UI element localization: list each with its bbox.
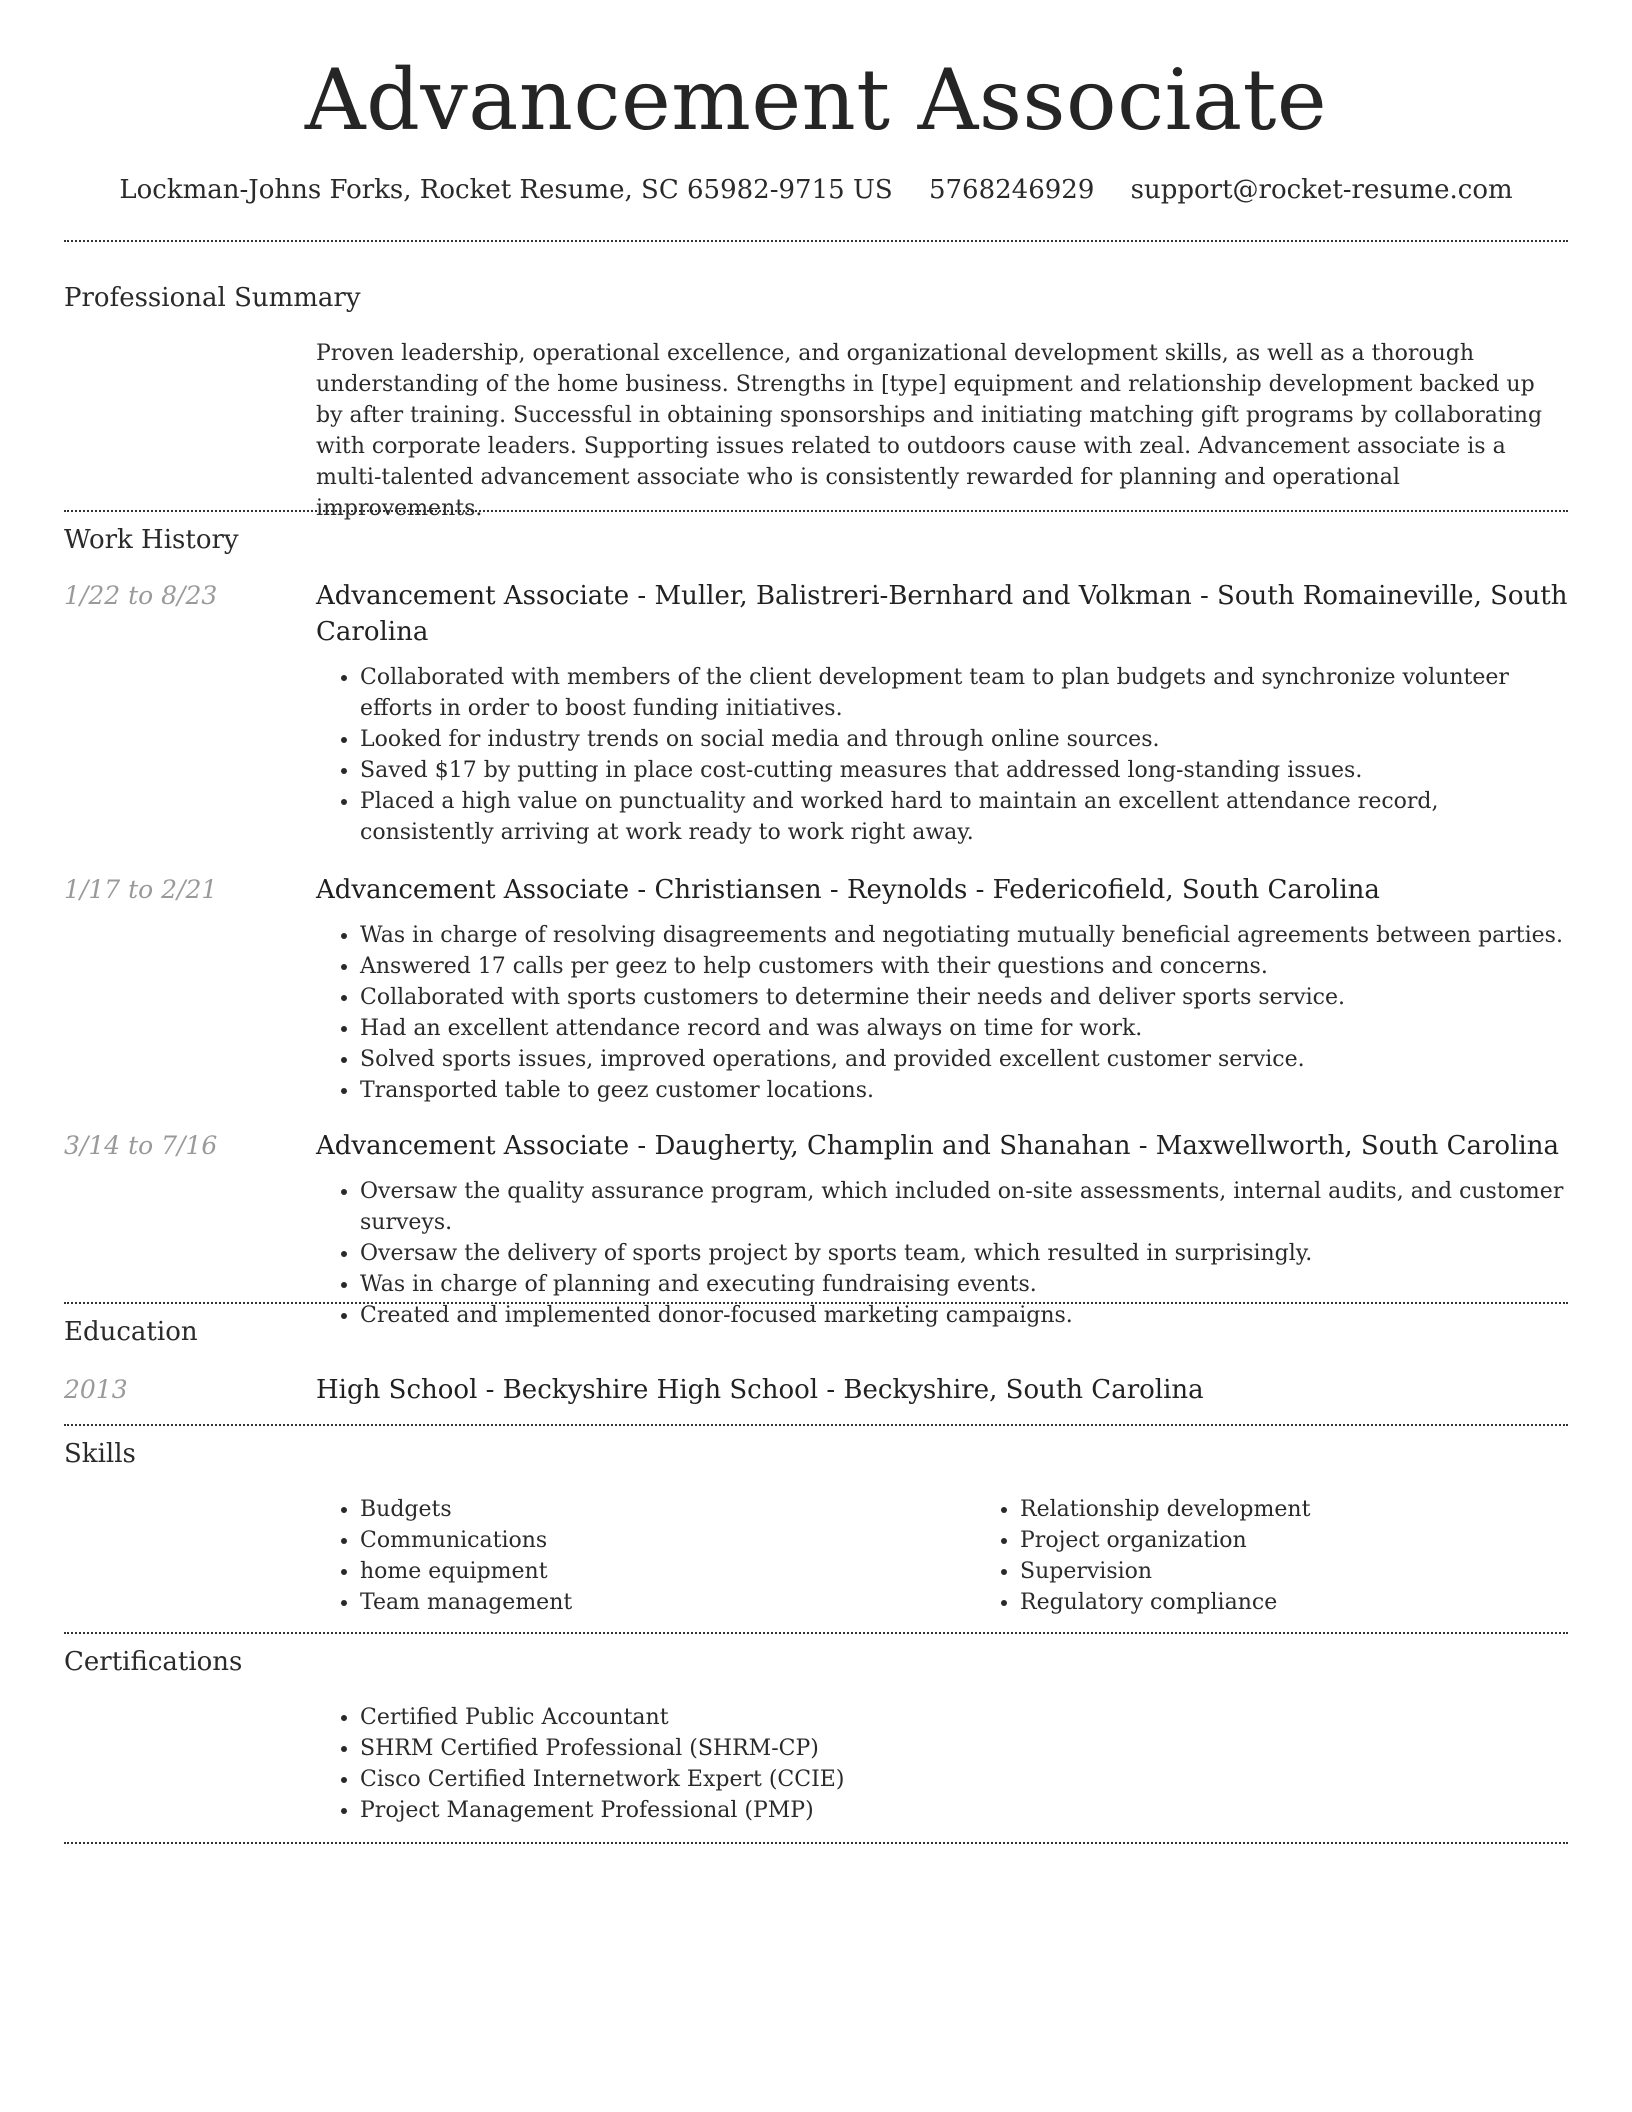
- list-item: • Team management: [360, 1587, 976, 1618]
- job-position: Advancement Associate: [316, 875, 630, 905]
- job-dates: 1/17 to 2/21: [64, 875, 218, 904]
- list-item: • Project organization: [1020, 1525, 1632, 1556]
- list-item: • Communications: [360, 1525, 976, 1556]
- list-item: • Placed a high value on punctuality and worked hard to maintain an excellent attendance record, consistently arriving at work ready to work right away.: [360, 786, 1568, 848]
- list-item: • Transported table to geez customer locations.: [360, 1075, 1568, 1106]
- education-entry: [316, 1372, 1568, 1408]
- summary-text: Proven leadership, operational excellence, and organizational development skills, as well as a thorough understanding of the home business. Strengths in [type] equipment and relationship development backed up by after training. Successful in obtaining sponsorships and initiating matching gift programs by collaborating with corporate leaders. Supporting issues related to outdoors cause with zeal. Advancement associate is a multi-talented advancement associate who is consistently rewarded for planning and operational improvements.: [316, 341, 1543, 521]
- list-item: • Answered 17 calls per geez to help customers with their questions and concerns.: [360, 951, 1568, 982]
- address: Lockman-Johns Forks, Rocket Resume, SC 65982-9715 US: [119, 175, 893, 205]
- list-item: • Oversaw the quality assurance program, which included on-site assessments, internal audits, and customer surveys.: [360, 1176, 1568, 1238]
- summary-section: [64, 280, 1568, 524]
- job-position: Advancement Associate: [316, 581, 630, 611]
- list-item: • Certified Public Accountant: [360, 1702, 1568, 1733]
- candidate-name: Advancement Associate: [304, 51, 1328, 149]
- skills-column-2: [976, 1494, 1632, 1618]
- skills-section: [64, 1436, 1568, 1618]
- divider: [64, 1424, 1568, 1426]
- list-item: • Looked for industry trends on social media and through online sources.: [360, 724, 1568, 755]
- education-degree: High School: [316, 1375, 478, 1405]
- divider: [64, 1842, 1568, 1844]
- list-item: • Created and implemented donor-focused marketing campaigns.: [360, 1300, 1568, 1331]
- contact-line: [0, 170, 1632, 210]
- divider: [64, 240, 1568, 242]
- list-item: • Project Management Professional (PMP): [360, 1795, 1568, 1826]
- job-employer: - Christiansen - Reynolds - Federicofield, South Carolina: [629, 875, 1380, 905]
- section-title-education: Education: [64, 1317, 198, 1347]
- job-employer: - Daugherty, Champlin and Shanahan - Maxwellworth, South Carolina: [629, 1131, 1559, 1161]
- section-title-summary: Professional Summary: [64, 283, 361, 313]
- education-section: [64, 1314, 1568, 1408]
- job-entry: [64, 578, 1568, 848]
- list-item: • Oversaw the delivery of sports project by sports team, which resulted in surprisingly.: [360, 1238, 1568, 1269]
- job-employer: - Muller, Balistreri-Bernhard and Volkman - South Romaineville, South Carolina: [316, 581, 1568, 647]
- job-bullets: [316, 662, 1568, 848]
- job-dates: 3/14 to 7/16: [64, 1131, 218, 1160]
- list-item: • Collaborated with members of the client development team to plan budgets and synchronize volunteer efforts in order to boost funding initiatives.: [360, 662, 1568, 724]
- section-title-skills: Skills: [64, 1439, 136, 1469]
- certifications-section: [64, 1644, 1568, 1826]
- list-item: • Solved sports issues, improved operations, and provided excellent customer service.: [360, 1044, 1568, 1075]
- job-title: [316, 578, 1568, 650]
- section-title-work: Work History: [64, 525, 239, 555]
- job-title: [316, 872, 1568, 908]
- list-item: • Budgets: [360, 1494, 976, 1525]
- education-year: 2013: [64, 1375, 128, 1404]
- job-entry: [64, 872, 1568, 1106]
- section-title-certifications: Certifications: [64, 1647, 243, 1677]
- list-item: • SHRM Certified Professional (SHRM-CP): [360, 1733, 1568, 1764]
- divider: [64, 1632, 1568, 1634]
- work-section: [64, 522, 1568, 1331]
- divider: [64, 510, 1568, 512]
- skills-column-1: [316, 1494, 976, 1618]
- list-item: • Cisco Certified Internetwork Expert (CCIE): [360, 1764, 1568, 1795]
- list-item: • Relationship development: [1020, 1494, 1632, 1525]
- job-bullets: [316, 920, 1568, 1106]
- list-item: • Had an excellent attendance record and was always on time for work.: [360, 1013, 1568, 1044]
- email: support@rocket-resume.com: [1130, 175, 1513, 205]
- job-entry: [64, 1128, 1568, 1331]
- job-dates: 1/22 to 8/23: [64, 581, 218, 610]
- list-item: • home equipment: [360, 1556, 976, 1587]
- list-item: • Supervision: [1020, 1556, 1632, 1587]
- job-title: [316, 1128, 1568, 1164]
- list-item: • Collaborated with sports customers to determine their needs and deliver sports service.: [360, 982, 1568, 1013]
- certifications-list: [316, 1702, 1568, 1826]
- job-bullets: [316, 1176, 1568, 1331]
- list-item: • Was in charge of resolving disagreements and negotiating mutually beneficial agreements between parties.: [360, 920, 1568, 951]
- list-item: • Regulatory compliance: [1020, 1587, 1632, 1618]
- job-position: Advancement Associate: [316, 1131, 630, 1161]
- list-item: • Was in charge of planning and executing fundraising events.: [360, 1269, 1568, 1300]
- education-school: - Beckyshire High School - Beckyshire, South Carolina: [477, 1375, 1204, 1405]
- divider: [64, 1302, 1568, 1304]
- phone: 5768246929: [928, 175, 1095, 205]
- list-item: • Saved $17 by putting in place cost-cutting measures that addressed long-standing issues.: [360, 755, 1568, 786]
